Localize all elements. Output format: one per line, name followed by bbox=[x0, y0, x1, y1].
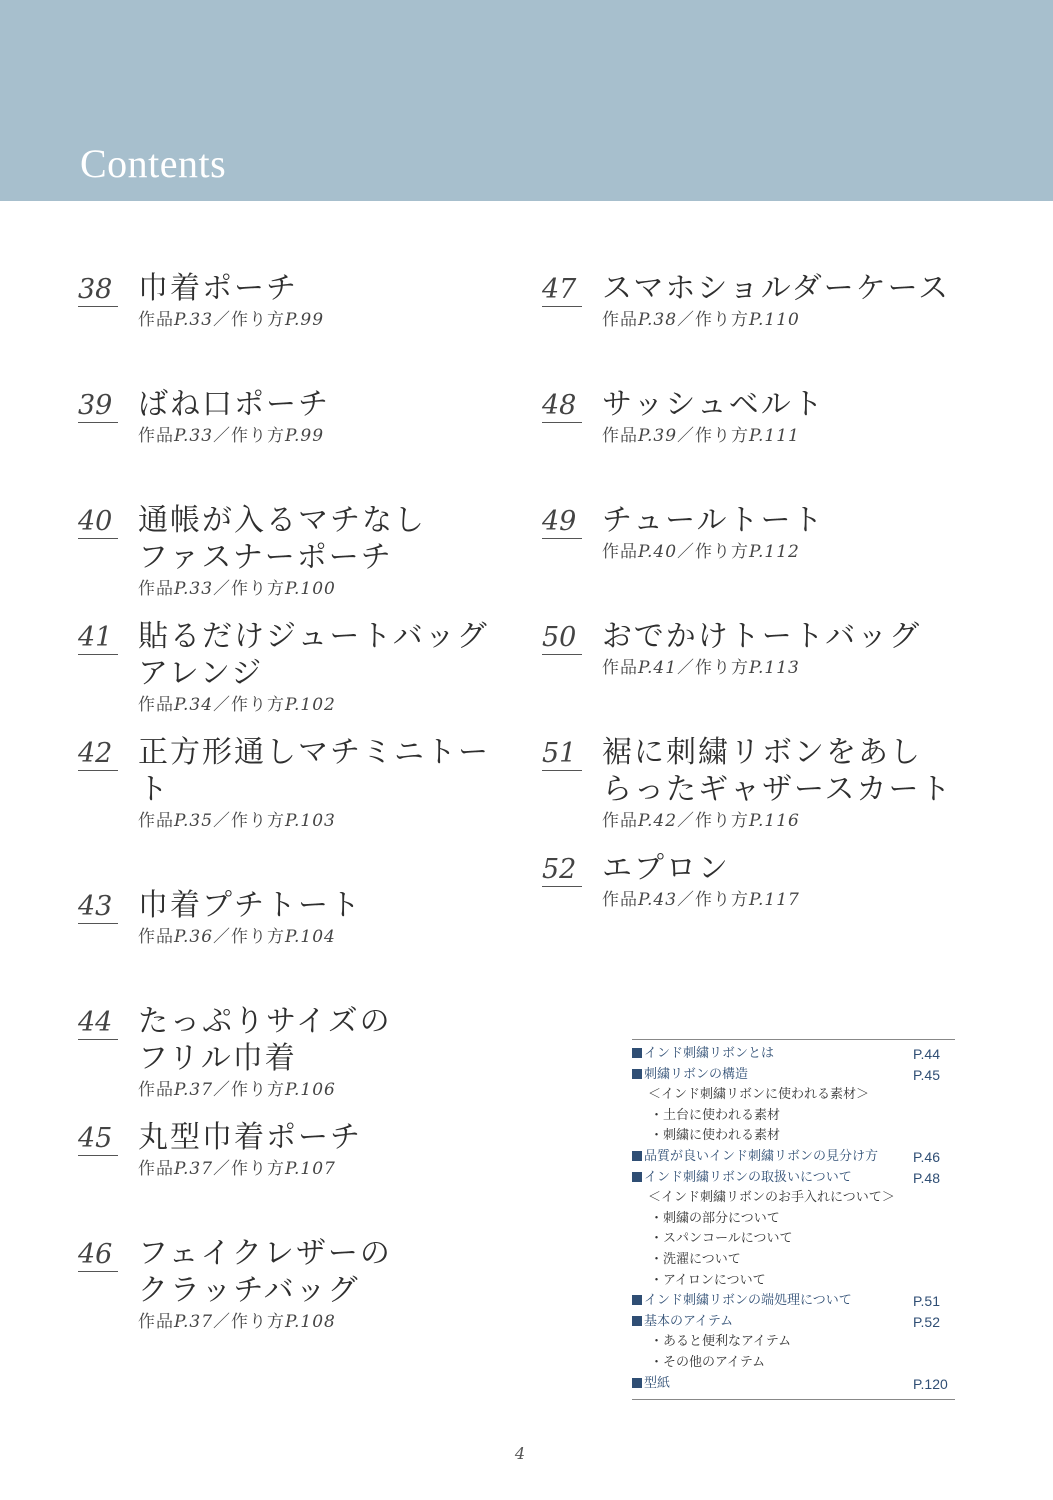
info-subitem[interactable] bbox=[632, 1209, 955, 1230]
entry-number: 48 bbox=[542, 390, 582, 423]
separator: ／ bbox=[213, 1080, 232, 1100]
work-label: 作品 bbox=[602, 658, 638, 678]
work-label: 作品 bbox=[138, 1312, 174, 1332]
entry-pages bbox=[602, 541, 982, 563]
entry-pages bbox=[138, 926, 518, 948]
info-page: P.120 bbox=[913, 1375, 948, 1392]
work-label: 作品 bbox=[138, 811, 174, 831]
entry-number: 52 bbox=[542, 854, 582, 887]
work-label: 作品 bbox=[602, 310, 638, 330]
page-title: Contents bbox=[80, 141, 227, 186]
info-heading[interactable] bbox=[632, 1291, 955, 1312]
info-page: P.46 bbox=[913, 1148, 940, 1165]
info-list bbox=[632, 1039, 955, 1400]
work-label: 作品 bbox=[138, 579, 174, 599]
separator: ／ bbox=[677, 426, 696, 446]
how-page: P.108 bbox=[285, 1312, 336, 1332]
info-text: ・スパンコールについて bbox=[650, 1231, 793, 1247]
how-label: 作り方 bbox=[231, 1159, 286, 1179]
work-page: P.37 bbox=[174, 1312, 214, 1332]
info-subitem[interactable] bbox=[632, 1271, 955, 1292]
info-text: ＜インド刺繍リボンに使われる素材＞ bbox=[648, 1087, 870, 1103]
info-page: P.51 bbox=[913, 1293, 940, 1310]
separator: ／ bbox=[213, 426, 232, 446]
info-page: P.44 bbox=[913, 1046, 940, 1062]
entry-number: 46 bbox=[78, 1239, 118, 1272]
how-page: P.112 bbox=[749, 542, 800, 562]
how-page: P.103 bbox=[285, 811, 336, 831]
contents-entry[interactable] bbox=[542, 850, 982, 911]
how-label: 作り方 bbox=[231, 927, 286, 947]
how-label: 作り方 bbox=[695, 542, 750, 562]
how-label: 作り方 bbox=[695, 426, 750, 446]
entry-number: 49 bbox=[542, 506, 582, 539]
separator: ／ bbox=[213, 579, 232, 599]
info-text: インド刺繍リボンの取扱いについて bbox=[644, 1169, 852, 1185]
info-subitem[interactable] bbox=[632, 1085, 955, 1106]
entry-number: 38 bbox=[78, 274, 118, 307]
separator: ／ bbox=[677, 811, 696, 831]
contents-entry[interactable] bbox=[78, 502, 518, 600]
work-label: 作品 bbox=[602, 890, 638, 910]
how-page: P.113 bbox=[749, 658, 800, 678]
info-heading[interactable] bbox=[632, 1374, 955, 1395]
contents-entry[interactable] bbox=[78, 734, 518, 832]
info-subitem[interactable] bbox=[632, 1332, 955, 1353]
how-label: 作り方 bbox=[231, 579, 286, 599]
entry-pages bbox=[138, 1079, 518, 1101]
entry-pages bbox=[138, 309, 518, 331]
work-label: 作品 bbox=[138, 1080, 174, 1100]
info-subitem[interactable] bbox=[632, 1250, 955, 1271]
work-page: P.36 bbox=[174, 927, 214, 947]
work-label: 作品 bbox=[602, 542, 638, 562]
how-label: 作り方 bbox=[231, 1080, 286, 1100]
entry-pages bbox=[602, 309, 982, 331]
info-page: P.48 bbox=[913, 1169, 940, 1186]
how-page: P.102 bbox=[285, 695, 336, 715]
entry-pages bbox=[138, 1158, 518, 1180]
work-label: 作品 bbox=[138, 927, 174, 947]
how-label: 作り方 bbox=[231, 426, 286, 446]
separator: ／ bbox=[213, 1312, 232, 1332]
entry-title: チュールトート bbox=[602, 503, 825, 538]
entry-number: 39 bbox=[78, 390, 118, 423]
info-text: 基本のアイテム bbox=[644, 1313, 734, 1329]
contents-entry[interactable] bbox=[78, 386, 518, 447]
separator: ／ bbox=[213, 927, 232, 947]
entry-pages bbox=[138, 810, 518, 832]
work-page: P.37 bbox=[174, 1159, 214, 1179]
work-page: P.43 bbox=[638, 890, 678, 910]
entry-title: サッシュベルト bbox=[602, 387, 825, 422]
work-label: 作品 bbox=[602, 426, 638, 446]
how-page: P.110 bbox=[749, 310, 800, 330]
entry-number: 45 bbox=[78, 1123, 118, 1156]
contents-entry[interactable] bbox=[542, 618, 982, 679]
work-label: 作品 bbox=[602, 811, 638, 831]
entry-title: 丸型巾着ポーチ bbox=[138, 1120, 362, 1155]
how-label: 作り方 bbox=[231, 695, 286, 715]
entry-number: 41 bbox=[78, 622, 118, 655]
entry-number: 50 bbox=[542, 622, 582, 655]
work-page: P.41 bbox=[638, 658, 678, 678]
entry-title: エプロン bbox=[602, 851, 730, 886]
how-label: 作り方 bbox=[231, 811, 286, 831]
info-text: ＜インド刺繍リボンのお手入れについて＞ bbox=[648, 1190, 895, 1206]
info-heading[interactable] bbox=[632, 1065, 955, 1086]
contents-entry[interactable] bbox=[542, 734, 982, 832]
info-heading[interactable] bbox=[632, 1312, 955, 1333]
work-page: P.33 bbox=[174, 310, 214, 330]
separator: ／ bbox=[677, 658, 696, 678]
how-label: 作り方 bbox=[231, 1312, 286, 1332]
entry-number: 51 bbox=[542, 738, 582, 771]
entry-title: 巾着ポーチ bbox=[138, 271, 298, 306]
contents-entry[interactable] bbox=[78, 1119, 518, 1180]
entry-pages bbox=[138, 694, 518, 716]
separator: ／ bbox=[677, 542, 696, 562]
entry-pages bbox=[602, 657, 982, 679]
entry-title: 貼るだけジュートバッグ アレンジ bbox=[138, 619, 489, 691]
info-page: P.52 bbox=[913, 1313, 940, 1330]
work-page: P.35 bbox=[174, 811, 214, 831]
info-heading[interactable] bbox=[632, 1168, 955, 1189]
contents-entry[interactable] bbox=[78, 1235, 518, 1333]
entry-title: たっぷりサイズの フリル巾着 bbox=[138, 1004, 392, 1076]
info-page: P.45 bbox=[913, 1066, 940, 1083]
contents-entry[interactable] bbox=[78, 1003, 518, 1101]
info-text: 刺繍リボンの構造 bbox=[644, 1066, 749, 1082]
entry-pages bbox=[138, 578, 518, 600]
entry-number: 42 bbox=[78, 738, 118, 771]
work-page: P.42 bbox=[638, 811, 678, 831]
work-label: 作品 bbox=[138, 426, 174, 446]
entry-pages bbox=[602, 425, 982, 447]
entry-number: 43 bbox=[78, 891, 118, 924]
entry-number: 47 bbox=[542, 274, 582, 307]
work-label: 作品 bbox=[138, 1159, 174, 1179]
info-subitem[interactable] bbox=[632, 1188, 955, 1209]
work-page: P.38 bbox=[638, 310, 678, 330]
info-subitem[interactable] bbox=[632, 1229, 955, 1250]
contents-column-left bbox=[78, 270, 518, 1351]
entry-pages bbox=[138, 1311, 518, 1333]
entry-title: ばね口ポーチ bbox=[138, 387, 330, 422]
separator: ／ bbox=[677, 310, 696, 330]
info-subitem[interactable] bbox=[632, 1353, 955, 1374]
how-page: P.99 bbox=[285, 310, 325, 330]
info-text: 品質が良いインド刺繍リボンの見分け方 bbox=[644, 1148, 879, 1164]
how-page: P.107 bbox=[285, 1159, 336, 1179]
entry-title: スマホショルダーケース bbox=[602, 271, 951, 306]
info-subitem[interactable] bbox=[632, 1126, 955, 1147]
contents-entry[interactable] bbox=[542, 502, 982, 563]
entry-title: 裾に刺繍リボンをあし らったギャザースカート bbox=[602, 735, 953, 807]
info-heading[interactable] bbox=[632, 1147, 955, 1168]
entry-title: 通帳が入るマチなし ファスナーポーチ bbox=[138, 503, 426, 575]
how-label: 作り方 bbox=[231, 310, 286, 330]
separator: ／ bbox=[213, 1159, 232, 1179]
info-text: 型紙 bbox=[644, 1375, 671, 1391]
work-page: P.40 bbox=[638, 542, 678, 562]
how-label: 作り方 bbox=[695, 658, 750, 678]
entry-title: 巾着プチトート bbox=[138, 888, 362, 923]
info-text: ・刺繍に使われる素材 bbox=[650, 1128, 781, 1144]
page-number: 4 bbox=[514, 1444, 526, 1463]
how-page: P.116 bbox=[749, 811, 800, 831]
info-text: ・刺繍の部分について bbox=[650, 1210, 780, 1226]
separator: ／ bbox=[213, 310, 232, 330]
header-band bbox=[0, 0, 1053, 201]
separator: ／ bbox=[213, 695, 232, 715]
work-page: P.33 bbox=[174, 579, 214, 599]
how-label: 作り方 bbox=[695, 811, 750, 831]
contents-entry[interactable] bbox=[78, 618, 518, 716]
how-label: 作り方 bbox=[695, 890, 750, 910]
info-text: ・洗濯について bbox=[650, 1251, 741, 1267]
info-heading[interactable] bbox=[632, 1044, 955, 1065]
how-page: P.117 bbox=[749, 890, 800, 910]
entry-title: 正方形通しマチミニトート bbox=[138, 735, 490, 807]
info-text: ・土台に使われる素材 bbox=[650, 1107, 781, 1123]
info-text: ・その他のアイテム bbox=[650, 1354, 766, 1370]
info-text: ・あると便利なアイテム bbox=[650, 1334, 792, 1350]
how-page: P.106 bbox=[285, 1080, 336, 1100]
work-page: P.37 bbox=[174, 1080, 214, 1100]
how-label: 作り方 bbox=[695, 310, 750, 330]
entry-pages bbox=[602, 889, 982, 911]
entry-pages bbox=[602, 810, 982, 832]
work-page: P.39 bbox=[638, 426, 678, 446]
entry-number: 44 bbox=[78, 1007, 118, 1040]
work-page: P.34 bbox=[174, 695, 214, 715]
entry-pages bbox=[138, 425, 518, 447]
how-page: P.100 bbox=[285, 579, 336, 599]
contents-entry[interactable] bbox=[542, 270, 982, 331]
entry-title: おでかけトートバッグ bbox=[602, 619, 922, 654]
how-page: P.104 bbox=[285, 927, 336, 947]
how-page: P.99 bbox=[285, 426, 325, 446]
contents-entry[interactable] bbox=[78, 270, 518, 331]
contents-entry[interactable] bbox=[542, 386, 982, 447]
separator: ／ bbox=[677, 890, 696, 910]
info-text: ・アイロンについて bbox=[650, 1272, 766, 1288]
contents-column-right bbox=[542, 270, 982, 966]
work-page: P.33 bbox=[174, 426, 214, 446]
entry-title: フェイクレザーの クラッチバッグ bbox=[138, 1236, 392, 1308]
entry-number: 40 bbox=[78, 506, 118, 539]
how-page: P.111 bbox=[749, 426, 800, 446]
info-text: インド刺繍リボンの端処理について bbox=[644, 1293, 852, 1309]
info-subitem[interactable] bbox=[632, 1106, 955, 1127]
separator: ／ bbox=[213, 811, 232, 831]
contents-entry[interactable] bbox=[78, 887, 518, 948]
work-label: 作品 bbox=[138, 695, 174, 715]
info-text: インド刺繍リボンとは bbox=[644, 1046, 775, 1061]
work-label: 作品 bbox=[138, 310, 174, 330]
